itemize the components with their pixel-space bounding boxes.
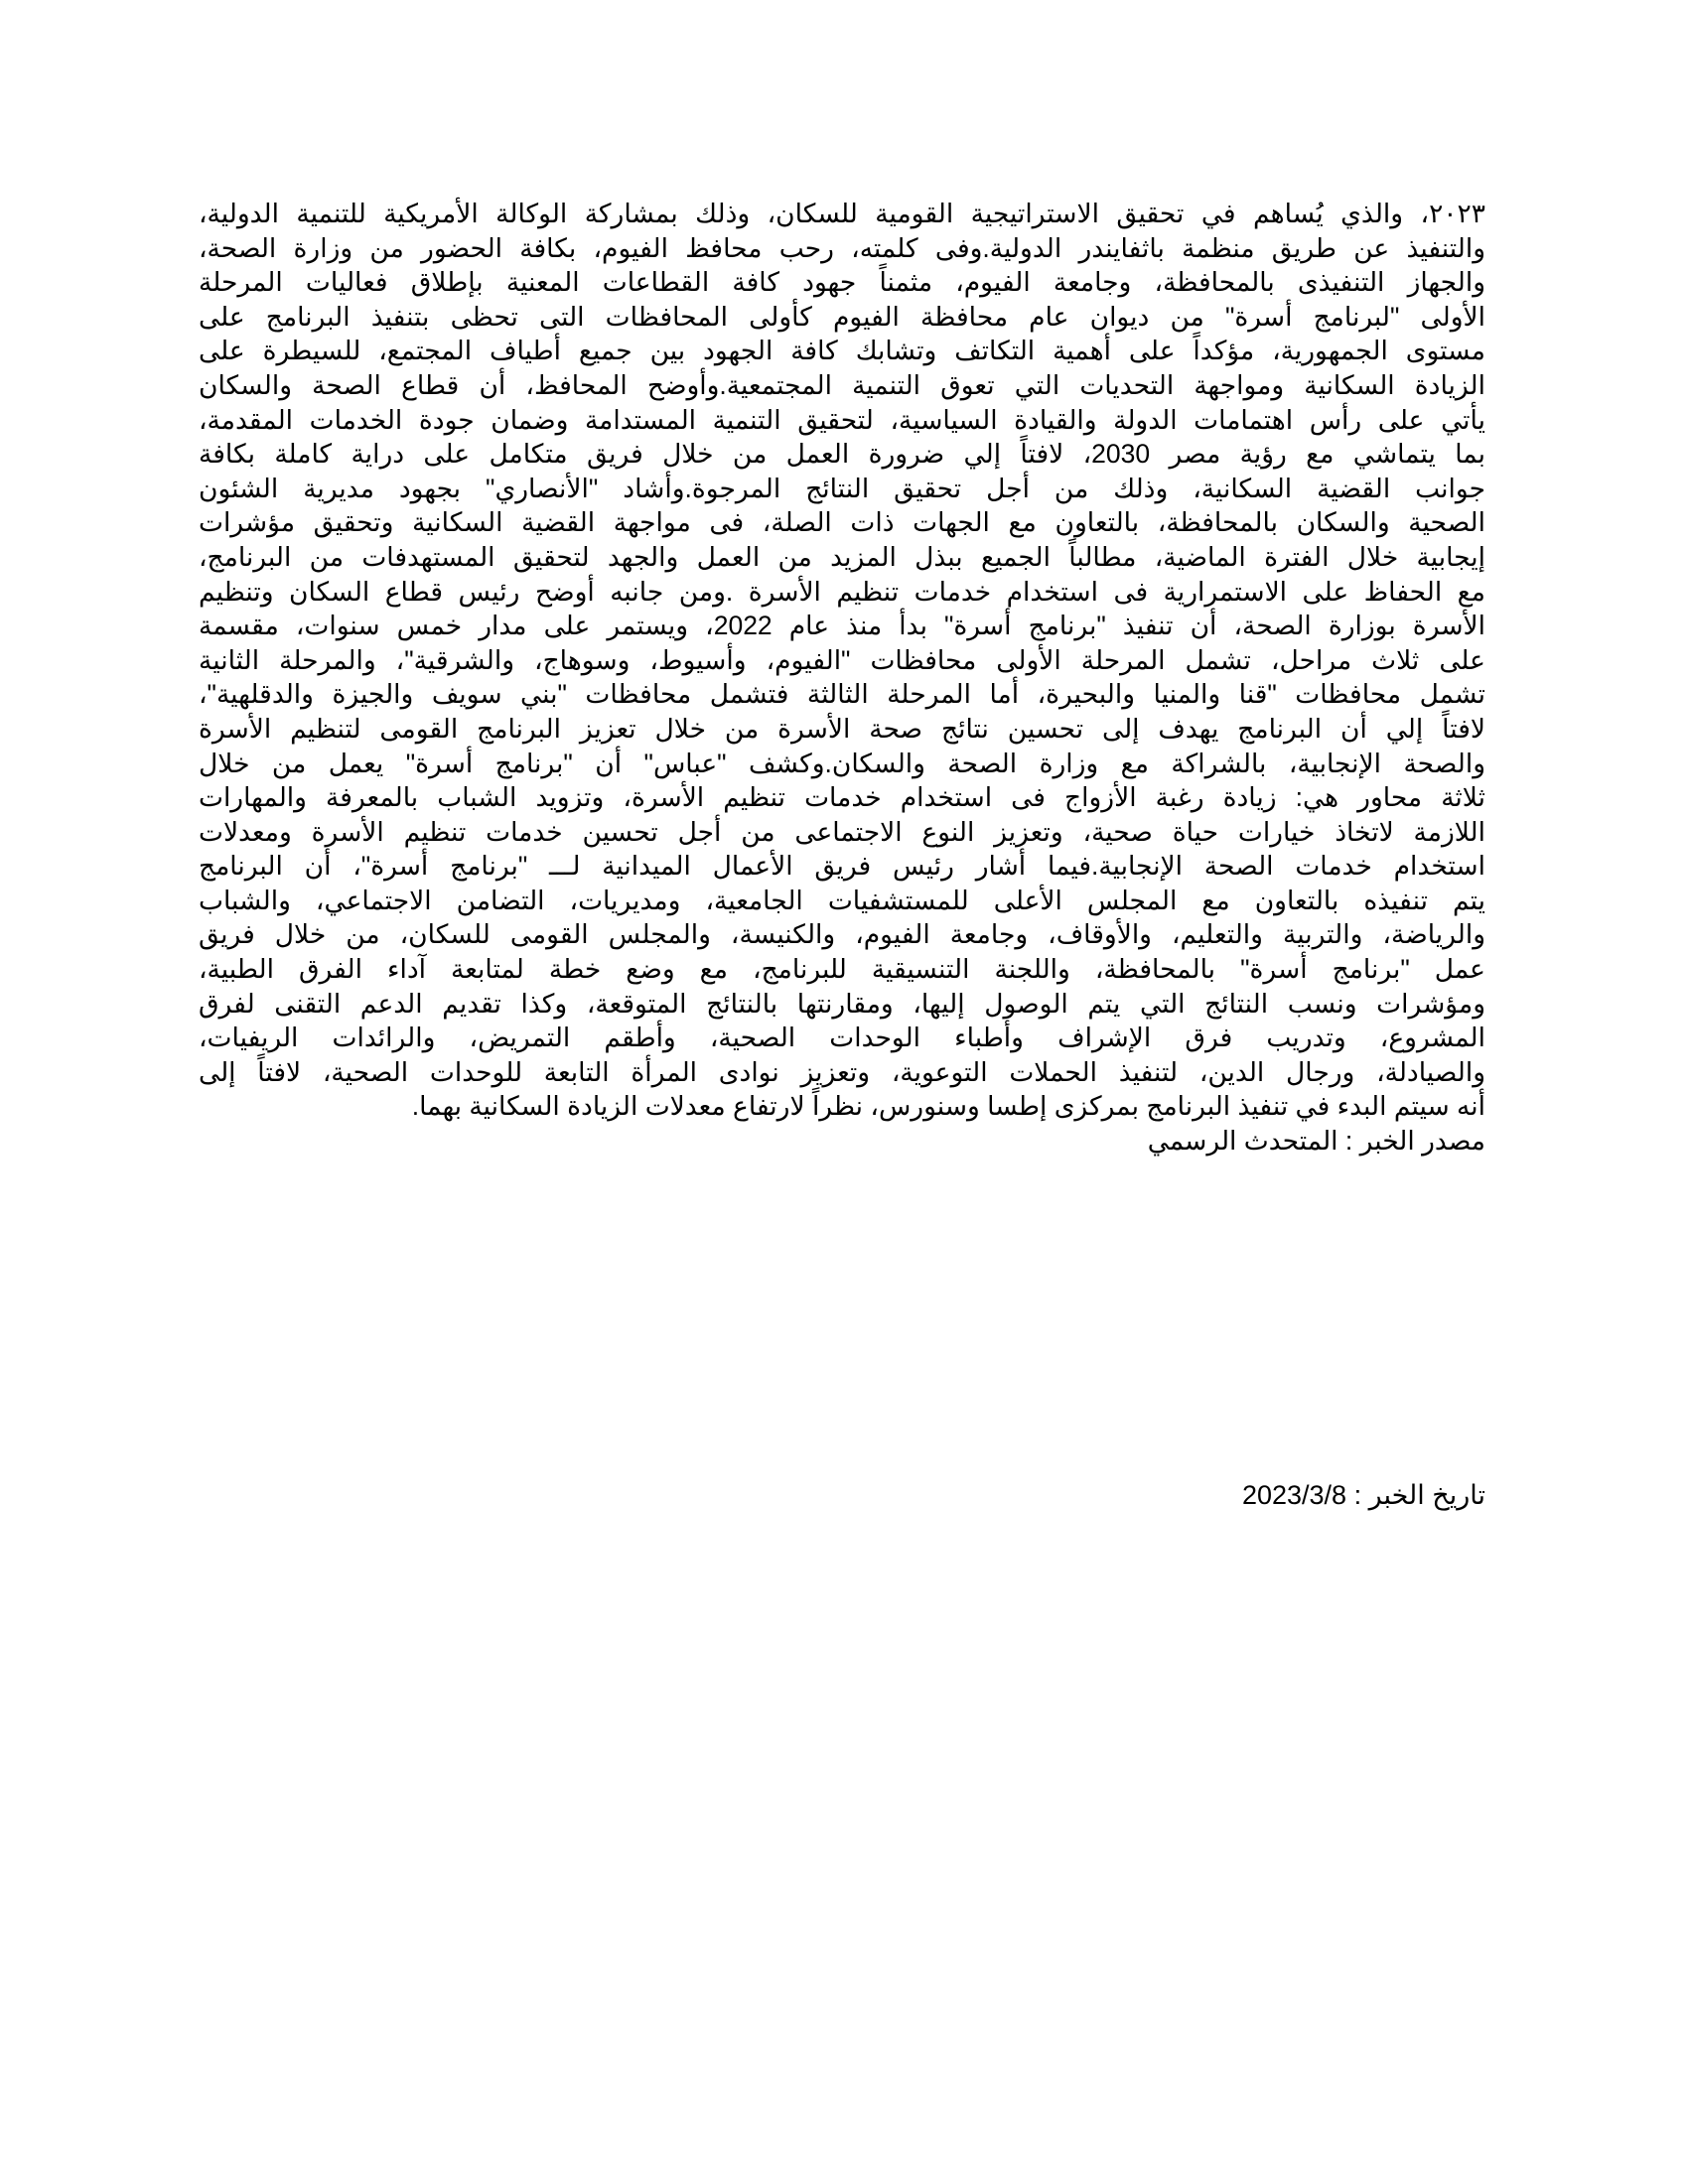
body-line: الزيادة السكانية ومواجهة التحديات التي تعوق التنمية المجتمعية.وأوضح المحافظ، أن قطاع الصحة والسكان: [199, 369, 1485, 400]
news-source: مصدر الخبر : المتحدث الرسمي: [1147, 1126, 1485, 1157]
body-line: عمل "برنامج أسرة" بالمحافظة، واللجنة التنسيقية للبرنامج، مع وضع خطة لمتابعة آداء الفرق الطبية،: [199, 954, 1485, 985]
body-line: والصحة الإنجابية، بالشراكة مع وزارة الصحة والسكان.وكشف "عباس" أن "برنامج أسرة" يعمل من خلال: [199, 748, 1485, 778]
body-line: المشروع، وتدريب فرق الإشراف وأطباء الوحدات الصحية، وأطقم التمريض، والرائدات الريفيات،: [199, 1023, 1485, 1053]
body-line: والرياضة، والتربية والتعليم، والأوقاف، وجامعة الفيوم، والكنيسة، والمجلس القومى للسكان، من خلال فريق: [199, 919, 1485, 950]
body-line: استخدام خدمات الصحة الإنجابية.فيما أشار رئيس فريق الأعمال الميدانية لـــ "برنامج أسرة"، أن البرنامج: [199, 851, 1485, 882]
body-line: على ثلاث مراحل، تشمل المرحلة الأولى محافظات "الفيوم، وأسيوط، وسوهاج، والشرقية"، والمرحلة الثانية: [199, 644, 1485, 675]
body-line: والتنفيذ عن طريق منظمة باثفايندر الدولية.وفى كلمته، رحب محافظ الفيوم، بكافة الحضور من وزارة الصحة،: [199, 232, 1485, 263]
body-line: ثلاثة محاور هي: زيادة رغبة الأزواج فى استخدام خدمات تنظيم الأسرة، وتزويد الشباب بالمعرفة والمهارات: [199, 782, 1485, 813]
body-line: إيجابية خلال الفترة الماضية، مطالباً الجميع ببذل المزيد من العمل والجهد لتحقيق المستهدفات من البرنامج،: [199, 541, 1485, 572]
body-line: تشمل محافظات "قنا والمنيا والبحيرة، أما المرحلة الثالثة فتشمل محافظات "بني سويف والجيزة والدقلهية"،: [199, 679, 1485, 710]
body-line: الأسرة بوزارة الصحة، أن تنفيذ "برنامج أسرة" بدأ منذ عام 2022، ويستمر على مدار خمس سنوات، مقسمة: [199, 611, 1485, 641]
body-line: جوانب القضية السكانية، وذلك من أجل تحقيق النتائج المرجوة.وأشاد "الأنصاري" بجهود مديرية الشئون: [199, 473, 1485, 503]
body-line: لافتاً إلي أن البرنامج يهدف إلى تحسين نتائج صحة الأسرة من خلال تعزيز البرنامج القومى لتنظيم الأسرة: [199, 713, 1485, 744]
body-line: والجهاز التنفيذى بالمحافظة، وجامعة الفيوم، مثمناً جهود كافة القطاعات المعنية بإطلاق فعاليات المرحلة: [199, 267, 1485, 298]
body-line: والصيادلة، ورجال الدين، لتنفيذ الحملات التوعوية، وتعزيز نوادى المرأة التابعة للوحدات الصحية، لافتاً إلى: [199, 1056, 1485, 1087]
body-line: مستوى الجمهورية، مؤكداً على أهمية التكاتف وتشابك كافة الجهود بين جميع أطياف المجتمع، للسيطرة على: [199, 336, 1485, 366]
body-line: الصحية والسكان بالمحافظة، بالتعاون مع الجهات ذات الصلة، فى مواجهة القضية السكانية وتحقيق مؤشرات: [199, 507, 1485, 538]
article-body: [199, 197, 1485, 1159]
news-date-label: تاريخ الخبر :: [1353, 1480, 1485, 1510]
body-line: اللازمة لاتخاذ خيارات حياة صحية، وتعزيز النوع الاجتماعى من أجل تحسين خدمات تنظيم الأسرة ومعدلات: [199, 816, 1485, 847]
news-date: [1242, 1477, 1485, 1513]
body-line: ومؤشرات ونسب النتائج التي يتم الوصول إليها، ومقارنتها بالنتائج المتوقعة، وكذا تقديم الدعم التقنى لفرق: [199, 988, 1485, 1019]
body-line: يتم تنفيذه بالتعاون مع المجلس الأعلى للمستشفيات الجامعية، ومديريات، التضامن الاجتماعي، والشباب: [199, 885, 1485, 915]
news-date-value: 2023/3/8: [1241, 1480, 1347, 1510]
body-line: أنه سيتم البدء في تنفيذ البرنامج بمركزى إطسا وسنورس، نظراً لارتفاع معدلات الزيادة السكانية بهما.: [411, 1091, 1485, 1122]
body-line: مع الحفاظ على الاستمرارية فى استخدام خدمات تنظيم الأسرة .ومن جانبه أوضح رئيس قطاع السكان وتنظيم: [199, 576, 1485, 607]
body-line: ٢٠٢٣، والذي يُساهم في تحقيق الاستراتيجية القومية للسكان، وذلك بمشاركة الوكالة الأمريكية للتنمية الدولية،: [199, 199, 1485, 228]
body-line: يأتي على رأس اهتمامات الدولة والقيادة السياسية، لتحقيق التنمية المستدامة وضمان جودة الخدمات المقدمة،: [199, 404, 1485, 435]
body-line: الأولى "لبرنامج أسرة" من ديوان عام محافظة الفيوم كأولى المحافظات التى تحظى بتنفيذ البرنامج على: [199, 301, 1485, 332]
body-line: بما يتماشي مع رؤية مصر 2030، لافتاً إلي ضرورة العمل من خلال فريق متكامل على دراية كاملة بكافة: [199, 439, 1485, 470]
